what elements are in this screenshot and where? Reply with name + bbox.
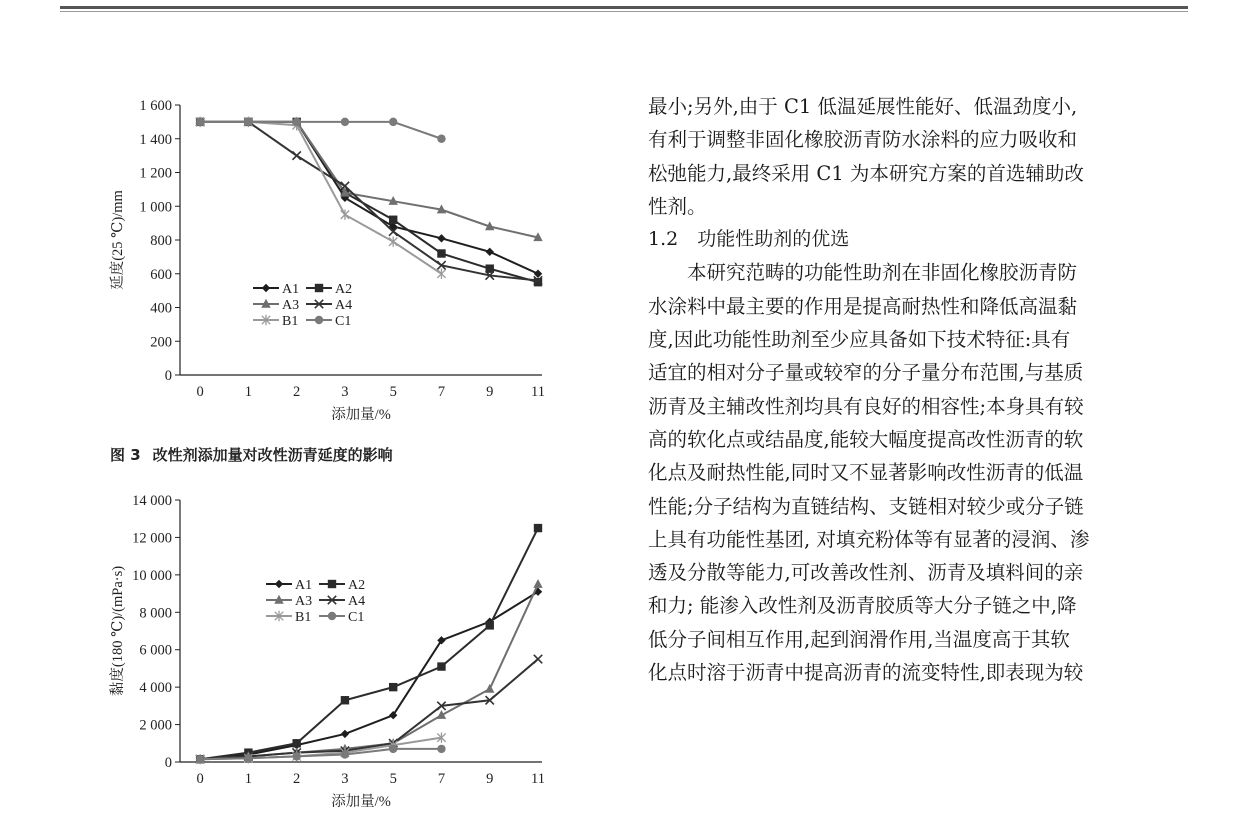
- data-point: [533, 579, 542, 588]
- legend-item: [319, 610, 364, 625]
- text-line: 高的软化点或结晶度,能较大幅度提高改性沥青的软: [648, 427, 1084, 451]
- figure-number: 图 3: [110, 446, 141, 464]
- text-line: 化点时溶于沥青中提高沥青的流变特性,即表现为较: [648, 661, 1084, 685]
- data-point: [437, 234, 445, 242]
- legend-item: [319, 594, 365, 609]
- text-line: 水涂料中最主要的作用是提高耐热性和降低高温黏: [648, 294, 1078, 318]
- y-tick-label: 2 000: [139, 717, 172, 734]
- data-point: [534, 524, 542, 532]
- text-line: 有利于调整非固化橡胶沥青防水涂料的应力吸收和: [648, 128, 1078, 152]
- series-line: [200, 122, 538, 282]
- legend: [266, 578, 365, 625]
- legend-item: [253, 298, 299, 313]
- y-tick-label: 6 000: [139, 642, 172, 659]
- data-point: [196, 118, 204, 126]
- data-point: [292, 752, 300, 760]
- x-tick-label: 5: [389, 384, 397, 400]
- data-point: [389, 216, 397, 224]
- x-tick-label: 9: [486, 771, 494, 787]
- text-line: 沥青及主辅改性剂均具有良好的相容性;本身具有较: [648, 394, 1084, 418]
- data-point: [437, 135, 445, 143]
- data-point: [292, 739, 300, 747]
- data-point: [341, 750, 349, 758]
- data-point: [485, 684, 494, 693]
- header-rule-thin: [60, 11, 1188, 12]
- series-b1: [196, 117, 446, 279]
- y-tick-label: 0: [164, 368, 172, 384]
- x-tick-label: 3: [341, 771, 349, 787]
- data-point: [341, 209, 349, 219]
- legend-marker: [328, 612, 336, 620]
- ductility-chart: [90, 92, 560, 432]
- series-a3: [195, 117, 542, 241]
- series-a4: [196, 118, 542, 285]
- legend-item: [266, 610, 311, 625]
- legend-item: [253, 282, 299, 297]
- text-line: 松弛能力,最终采用 C1 为本研究方案的首选辅助改: [648, 161, 1084, 185]
- legend-item: [266, 578, 312, 593]
- x-tick-label: 7: [437, 384, 446, 400]
- figure-3-caption: [110, 444, 570, 465]
- x-tick-label: 9: [486, 384, 494, 400]
- legend-item: [266, 594, 312, 609]
- data-point: [196, 755, 204, 763]
- legend-label: A3: [282, 298, 300, 313]
- legend-marker: [328, 580, 336, 588]
- data-point: [341, 118, 349, 126]
- data-point: [437, 249, 445, 257]
- data-point: [389, 683, 397, 691]
- y-tick-label: 12 000: [132, 530, 172, 547]
- legend-label: A2: [348, 578, 366, 593]
- data-point: [486, 248, 494, 256]
- y-axis-label: 黏度(180 ℃)/(mPa·s): [110, 565, 126, 697]
- series-a2: [196, 118, 542, 287]
- legend-item: [306, 282, 352, 297]
- y-tick-label: 1 600: [139, 98, 172, 114]
- legend-label: A4: [348, 594, 366, 609]
- y-tick-label: 8 000: [139, 605, 172, 622]
- text-line: 透及分散等能力,可改善改性剂、沥青及填料间的亲: [648, 561, 1084, 585]
- legend-label: A2: [335, 282, 353, 297]
- paragraph-2: [648, 256, 1193, 689]
- text-line: 和力; 能渗入改性剂及沥青胶质等大分子链之中,降: [648, 594, 1077, 618]
- legend-label: A4: [335, 298, 353, 313]
- legend-label: B1: [295, 610, 312, 625]
- x-axis-label: 添加量/%: [331, 794, 391, 810]
- y-tick-label: 200: [150, 334, 172, 351]
- data-point: [292, 118, 300, 126]
- data-point: [437, 662, 445, 670]
- x-tick-label: 2: [293, 771, 301, 787]
- x-tick-label: 11: [531, 384, 545, 400]
- y-tick-label: 600: [150, 266, 172, 283]
- x-tick-label: 0: [196, 771, 204, 787]
- data-point: [486, 621, 494, 629]
- data-point: [341, 696, 349, 704]
- data-point: [389, 236, 397, 246]
- text-line: 本研究范畴的功能性助剂在非固化橡胶沥青防: [687, 261, 1078, 285]
- y-tick-label: 1 000: [139, 199, 172, 216]
- series-a3: [195, 579, 542, 763]
- series-line: [200, 122, 441, 274]
- text-line: 低分子间相互作用,起到润滑作用,当温度高于其软: [648, 627, 1070, 651]
- legend-item: [306, 314, 351, 329]
- text-line: 最小;另外,由于 C1 低温延展性能好、低温劲度小,: [648, 95, 1078, 118]
- legend-item: [253, 314, 298, 329]
- data-point: [389, 745, 397, 753]
- y-tick-label: 400: [150, 300, 172, 317]
- data-point: [437, 745, 445, 753]
- series-a2: [196, 524, 542, 764]
- text-line: 适宜的相对分子量或较窄的分子量分布范围,与基质: [648, 361, 1084, 385]
- legend: [253, 282, 352, 329]
- y-tick-label: 1 400: [139, 131, 172, 148]
- body-text-column: [648, 90, 1193, 689]
- header-rule: [60, 6, 1188, 9]
- legend-label: C1: [335, 314, 352, 329]
- x-tick-label: 11: [531, 771, 545, 787]
- series-a1: [196, 588, 542, 764]
- x-tick-label: 3: [341, 384, 349, 400]
- legend-label: B1: [282, 314, 299, 329]
- data-point: [534, 655, 542, 663]
- y-tick-label: 0: [164, 755, 172, 771]
- x-tick-label: 0: [196, 384, 204, 400]
- legend-item: [319, 578, 365, 593]
- series-c1: [196, 118, 446, 143]
- x-tick-label: 5: [389, 771, 397, 787]
- text-line: 化点及耐热性能,同时又不显著影响改性沥青的低温: [648, 461, 1084, 485]
- x-tick-label: 1: [244, 771, 253, 787]
- legend-marker: [315, 316, 323, 324]
- y-tick-label: 4 000: [139, 680, 172, 697]
- text-line: 度,因此功能性助剂至少应具备如下技术特征:具有: [648, 328, 1071, 352]
- figure-title: 改性剂添加量对改性沥青延度的影响: [152, 446, 393, 464]
- legend-item: [306, 298, 352, 313]
- legend-label: C1: [348, 610, 365, 625]
- y-tick-label: 14 000: [132, 493, 172, 509]
- legend-label: A3: [295, 594, 313, 609]
- text-line: 性剂。: [648, 194, 707, 218]
- data-point: [341, 730, 349, 738]
- y-tick-label: 10 000: [132, 567, 172, 584]
- series-a4: [196, 655, 542, 764]
- series-line: [200, 584, 538, 759]
- x-tick-label: 2: [293, 384, 301, 400]
- legend-marker: [315, 284, 323, 292]
- data-point: [244, 754, 252, 762]
- x-axis-label: 添加量/%: [331, 407, 391, 423]
- y-tick-label: 1 200: [139, 165, 172, 182]
- data-point: [389, 118, 397, 126]
- viscosity-chart: [90, 486, 560, 838]
- series-line: [200, 592, 538, 759]
- y-tick-label: 800: [150, 233, 172, 249]
- y-axis-label: 延度(25 ℃)/mm: [110, 190, 126, 290]
- legend-marker: [262, 284, 270, 292]
- legend-marker: [275, 580, 283, 588]
- series-line: [200, 659, 538, 759]
- legend-label: A1: [282, 282, 300, 297]
- data-point: [437, 269, 445, 279]
- paragraph-1: [648, 90, 1193, 223]
- series-line: [200, 122, 538, 281]
- x-tick-label: 7: [437, 771, 446, 787]
- series-line: [200, 122, 538, 238]
- section-heading: 1.2 功能性助剂的优选: [648, 228, 850, 251]
- x-tick-label: 1: [244, 384, 253, 400]
- series-line: [200, 122, 441, 139]
- legend-label: A1: [295, 578, 313, 593]
- text-line: 上具有功能性基团, 对填充粉体等有显著的浸润、渗: [648, 527, 1090, 551]
- text-line: 性能;分子结构为直链结构、支链相对较少或分子链: [648, 494, 1084, 518]
- data-point: [244, 118, 252, 126]
- data-point: [292, 151, 300, 159]
